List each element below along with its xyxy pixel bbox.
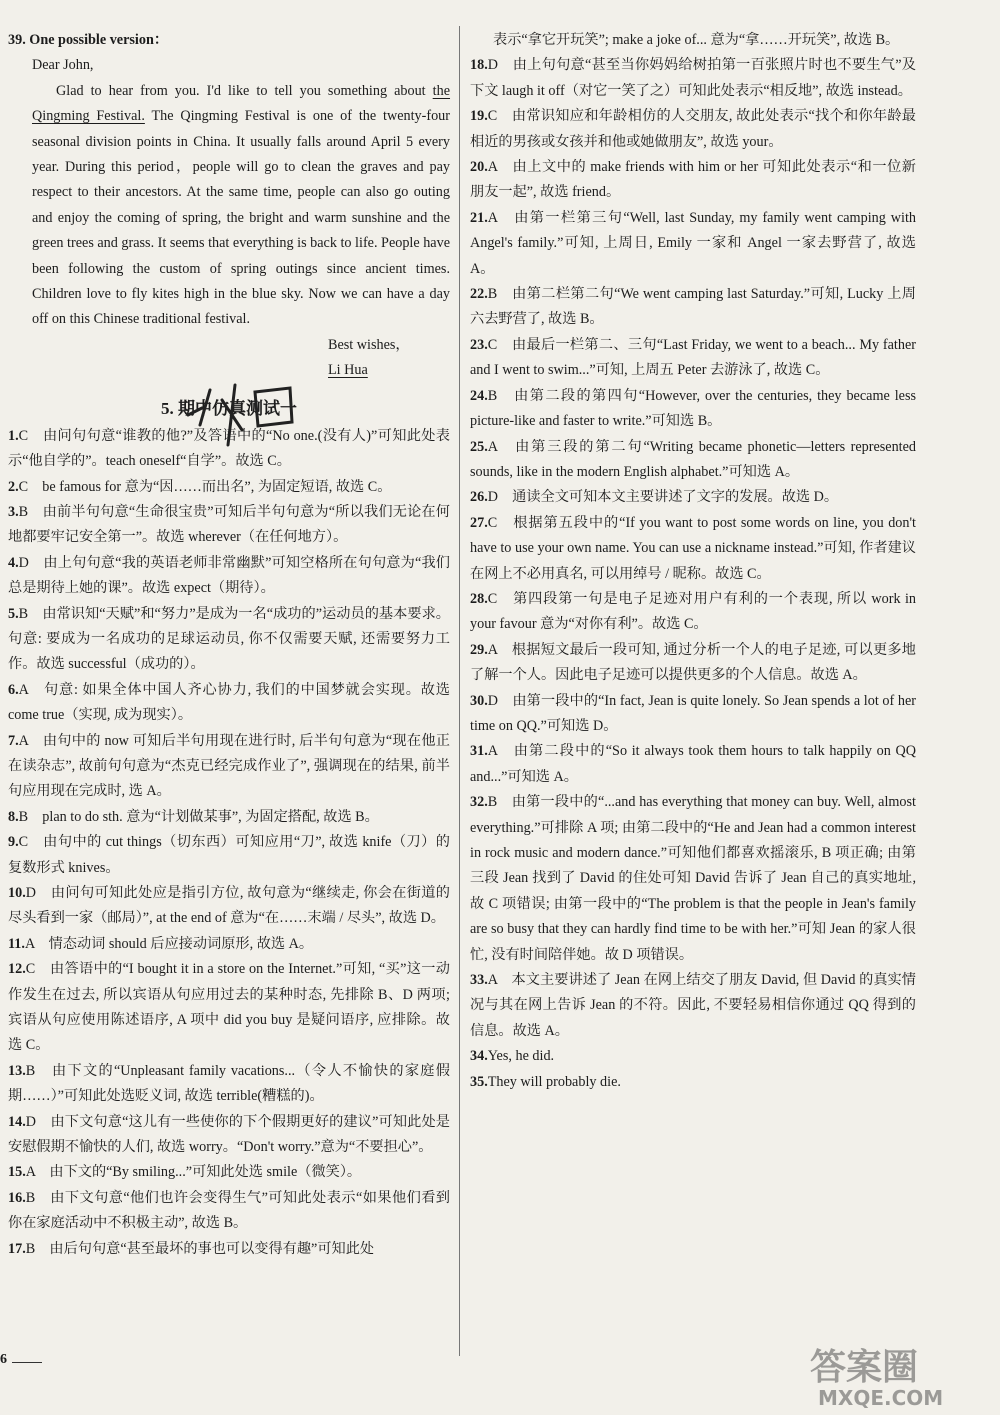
answer-number: 23. (470, 336, 488, 353)
salutation: Dear John, (32, 57, 94, 74)
answer-text: A 本文主要讲述了 Jean 在网上结交了朋友 David, 但 David 的真实情况与其在网上告诉 Jean 的不符。因此, 不要轻易相信你通过 QQ 得到的信息。故选 A。 (470, 972, 916, 1039)
answer-number: 6. (8, 681, 19, 698)
answer-text: A 根据短文最后一段可知, 通过分析一个人的电子足迹, 可以更多地了解一个人。因此电子足迹可以提供更多的个人信息。故选 A。 (470, 641, 916, 684)
answer-item (470, 206, 916, 282)
answer-text: Yes, he did. (487, 1048, 555, 1065)
answer-number: 18. (470, 57, 488, 74)
answer-item (8, 678, 450, 729)
answer-item (470, 1070, 916, 1095)
answer-number: 30. (470, 692, 488, 709)
answer-number: 27. (470, 514, 488, 531)
answer-text: B 由第一段中的“...and has everything that money can buy. Well, almost everything.”可排除 A 项; 由第二段中的“He and Jean had a common interest in rock music and modern dance.”可知他们都喜欢摇滚乐, B 项正确; 由第三段 Jean 找到了 David 的住处可知 David 告诉了 Jean 自己的真实地址, 故 C 项错误; 由第一段中的“The problem is that the people in Jean's family are so busy that they can hardly find time to be with her.”可知 Jean 的家人很忙, 没有时间陪伴她。故 D 项错误。 (470, 794, 916, 963)
answer-text: D 由下文句意“这儿有一些使你的下个假期更好的建议”可知此处是安慰假期不愉快的人们, 故选 worry。“Don't worry.”意为“不要担心”。 (8, 1113, 450, 1156)
answer-text: C 由最后一栏第二、三句“Last Friday, we went to a beach... My father and I went to swim...”可知, 上周五 Peter 去游泳了, 故选 C。 (470, 336, 916, 379)
answer-number: 28. (470, 590, 488, 607)
answer-item (8, 957, 450, 1059)
answer-number: 21. (470, 209, 488, 226)
letter-closing: Best wishes， (328, 336, 410, 353)
answer-text: B 由下文句意“他们也许会变得生气”可知此处表示“如果他们看到你在家庭活动中不积极主动”, 故选 B。 (8, 1189, 450, 1232)
answer-number: 17. (8, 1240, 26, 1257)
answer-number: 5. (8, 605, 19, 622)
answer-item (8, 805, 450, 830)
answer-item (8, 602, 450, 678)
answer-item (470, 282, 916, 333)
answer-item (8, 475, 450, 500)
answer-text: D 由上句句意“甚至当你妈妈给树拍第一百张照片时也不要生气”及下文 laugh it off（对它一笑了之）可知此处表示“相反地”, 故选 instead。 (470, 57, 916, 99)
answer-number: 34. (470, 1048, 488, 1065)
answer-item (470, 155, 916, 206)
answer-number: 16. (8, 1189, 26, 1206)
answer-item (8, 729, 450, 805)
section-title: 5. 期中仿真测试一 (161, 398, 297, 418)
answer-text: C 由答语中的“I bought it in a store on the Internet.”可知, “买”这一动作发生在过去, 所以宾语从句应用过去的某种时态, 先排除 B、D 两项; 宾语从句应使用陈述语序, A 项中 did you buy 是疑问语序, 应排除。故选 C。 (8, 961, 450, 1054)
svg-text:答案圈: 答案圈 (810, 1347, 919, 1388)
answer-item (470, 28, 916, 53)
answer-text: D 由上句句意“我的英语老师非常幽默”可知空格所在句句意为“我们总是期待上她的课”。故选 expect（期待）。 (8, 554, 450, 597)
answer-item (470, 638, 916, 689)
answer-text: A 由第一栏第三句“Well, last Sunday, my family went camping with Angel's family.”可知, 上周日, Emily 一家和 Angel 一家去野营了, 故选 A。 (470, 209, 916, 277)
answer-text: They will probably die. (487, 1073, 621, 1090)
answer-number: 29. (470, 641, 488, 658)
answer-list-right (470, 28, 916, 1095)
answer-item (8, 932, 450, 957)
answer-text: A 由上文中的 make friends with him or her 可知此处表示“和一位新朋友一起”, 故选 friend。 (470, 159, 916, 201)
answer-text: B 由前半句句意“生命很宝贵”可知后半句句意为“所以我们无论在何地都要牢记安全第一”。故选 wherever（在任何地方）。 (8, 503, 450, 546)
answer-number: 15. (8, 1164, 26, 1181)
answer-item (8, 881, 450, 932)
answer-text: A 由第三段的第二句“Writing became phonetic—letters represented sounds, like in the modern English alphabet.”可知选 A。 (470, 438, 916, 480)
answer-text: B 由第二栏第二句“We went camping last Saturday.”可知, Lucky 上周六去野营了, 故选 B。 (470, 286, 916, 328)
answer-item (470, 384, 916, 435)
answer-text: A 由第二段中的“So it always took them hours to talk happily on QQ and...”可知选 A。 (470, 743, 916, 785)
answer-list-left (8, 424, 450, 1262)
answer-text: A 句意: 如果全体中国人齐心协力, 我们的中国梦就会实现。故选 come true（实现, 成为现实）。 (8, 681, 450, 724)
answer-number: 33. (470, 972, 488, 989)
left-column (8, 28, 450, 1262)
answer-number: 3. (8, 503, 19, 520)
answer-text: A 由句中的 now 可知后半句用现在进行时, 后半句句意为“现在他正在读杂志”, 故前句句意为“杰克已经完成作业了”, 强调现在的结果, 前半句应用现在完成时, 选 A。 (8, 732, 450, 800)
answer-text: C 根据第五段中的“If you want to post some words on line, you don't have to use your own name. You can use a nickname instead.”可知, 作者建议在网上不必用真名, 可以用绰号 / 昵称。故选 C。 (470, 514, 916, 582)
answer-text: B 由第二段的第四句“However, over the centuries, they became less picture-like and faster to write.”可知选 B。 (470, 387, 916, 430)
answer-number: 7. (8, 732, 19, 749)
answer-number: 10. (8, 885, 26, 901)
answer-number: 31. (470, 743, 488, 760)
answer-item (470, 587, 916, 638)
answer-number: 1. (8, 427, 19, 444)
answer-text: D 通读全文可知本文主要讲述了文字的发展。故选 D。 (487, 489, 839, 506)
answer-item (470, 790, 916, 968)
answer-text: C be famous for 意为“因……而出名”, 为固定短语, 故选 C。 (18, 478, 392, 495)
answer-number: 19. (470, 108, 488, 125)
answer-item (8, 551, 450, 602)
answer-text: C 由常识知应和年龄相仿的人交朋友, 故此处表示“找个和你年龄最相近的男孩或女孩并和他或她做朋友”, 故选 your。 (470, 108, 916, 150)
answer-item (470, 511, 916, 587)
letter-paragraph: Glad to hear from you. I'd like to tell you something about the Qingming Festival. The Qingming Festival is one of the twenty-four seasonal division points in China. It usually falls around April 5 every year. During this period，people will go to clean the graves and pay respect to their ancestors. At the same time, people can also go outing and enjoy the coming of spring, the bright and warm sunshine and the green trees and grass. It seems that everything is back to life. People have been following the custom of spring outings since ancient times. Children love to fly kites high in the blue sky. Now we can have a day off on this Chinese traditional festival. (32, 82, 451, 328)
answer-item (8, 830, 450, 881)
answer-item (470, 968, 916, 1044)
answer-number: 4. (8, 554, 19, 571)
page-number: 6 (0, 1352, 7, 1367)
answer-number: 32. (470, 794, 488, 811)
answer-number: 8. (8, 808, 19, 825)
answer-item (470, 435, 916, 486)
answer-item (8, 500, 450, 551)
answer-item (8, 1110, 450, 1161)
answer-number: 24. (470, 387, 488, 404)
answer-number: 9. (8, 834, 19, 851)
answer-item (8, 1237, 450, 1262)
answer-text: C 由问句句意“谁教的他?”及答语中的“No one.(没有人)”可知此处表示“他自学的”。teach oneself“自学”。故选 C。 (8, 427, 450, 470)
answer-number: 13. (8, 1062, 26, 1079)
answer-text: B 由常识知“天赋”和“努力”是成为一名“成功的”运动员的基本要求。句意: 要成为一名成功的足球运动员, 你不仅需要天赋, 还需要努力工作。故选 successful（成功的）。 (8, 605, 450, 673)
answer-text: A 情态动词 should 后应接动词原形, 故选 A。 (24, 935, 314, 952)
answer-text: B plan to do sth. 意为“计划做某事”, 为固定搭配, 故选 B。 (18, 808, 379, 825)
answer-item (8, 1059, 450, 1110)
answer-number: 20. (470, 159, 488, 176)
answer-item (470, 689, 916, 740)
answer-text: D 由问句可知此处应是指引方位, 故句意为“继续走, 你会在街道的尽头看到一家（邮局）”, at the end of 意为“在……末端 / 尽头”, 故选 D。 (8, 885, 450, 927)
answer-text: B 由后句句意“甚至最坏的事也可以变得有趣”可知此处 (25, 1240, 375, 1257)
answer-item (470, 333, 916, 384)
answer-text: C 第四段第一句是电子足迹对用户有利的一个表现, 所以 work in your favour 意为“对你有利”。故选 C。 (470, 590, 916, 633)
footer-rule (12, 1362, 42, 1363)
answer-number: 12. (8, 961, 26, 978)
answer-number: 25. (470, 438, 488, 455)
answer-item (470, 739, 916, 790)
answer-number: 14. (8, 1113, 26, 1130)
svg-text:MXQE.COM: MXQE.COM (818, 1386, 944, 1410)
answer-text: A 由下文的“By smiling...”可知此处选 smile（微笑）。 (25, 1164, 362, 1181)
answer-number: 11. (8, 935, 25, 952)
answer-item (470, 53, 916, 104)
answer-text: 表示“拿它开玩笑”; make a joke of... 意为“拿……开玩笑”, 故选 B。 (493, 32, 900, 48)
answer-item (470, 104, 916, 155)
answer-item (8, 1186, 450, 1237)
answer-item (470, 485, 916, 510)
column-divider (459, 26, 460, 1356)
answer-item (470, 1044, 916, 1069)
answer-item (8, 1160, 450, 1185)
answer-text: B 由下文的“Unpleasant family vacations...（令人不愉快的家庭假期……）”可知此处选贬义词, 故选 terrible(糟糕的)。 (8, 1062, 450, 1105)
letter-signature: Li Hua (328, 362, 368, 379)
answer-number: 22. (470, 286, 488, 303)
answer-number: 35. (470, 1073, 488, 1090)
watermark-logo (804, 1339, 994, 1411)
letter-body (8, 53, 450, 332)
letter-heading: 39. One possible version： (8, 32, 169, 48)
answer-number: 26. (470, 489, 488, 506)
answer-text: D 由第一段中的“In fact, Jean is quite lonely. So Jean spends a lot of her time on QQ.”可知选 D。 (470, 692, 916, 734)
handwritten-stamp-mark (180, 370, 310, 450)
answer-text: C 由句中的 cut things（切东西）可知应用“刀”, 故选 knife（刀）的复数形式 knives。 (8, 834, 450, 876)
right-column (470, 28, 916, 1095)
answer-number: 2. (8, 478, 19, 495)
